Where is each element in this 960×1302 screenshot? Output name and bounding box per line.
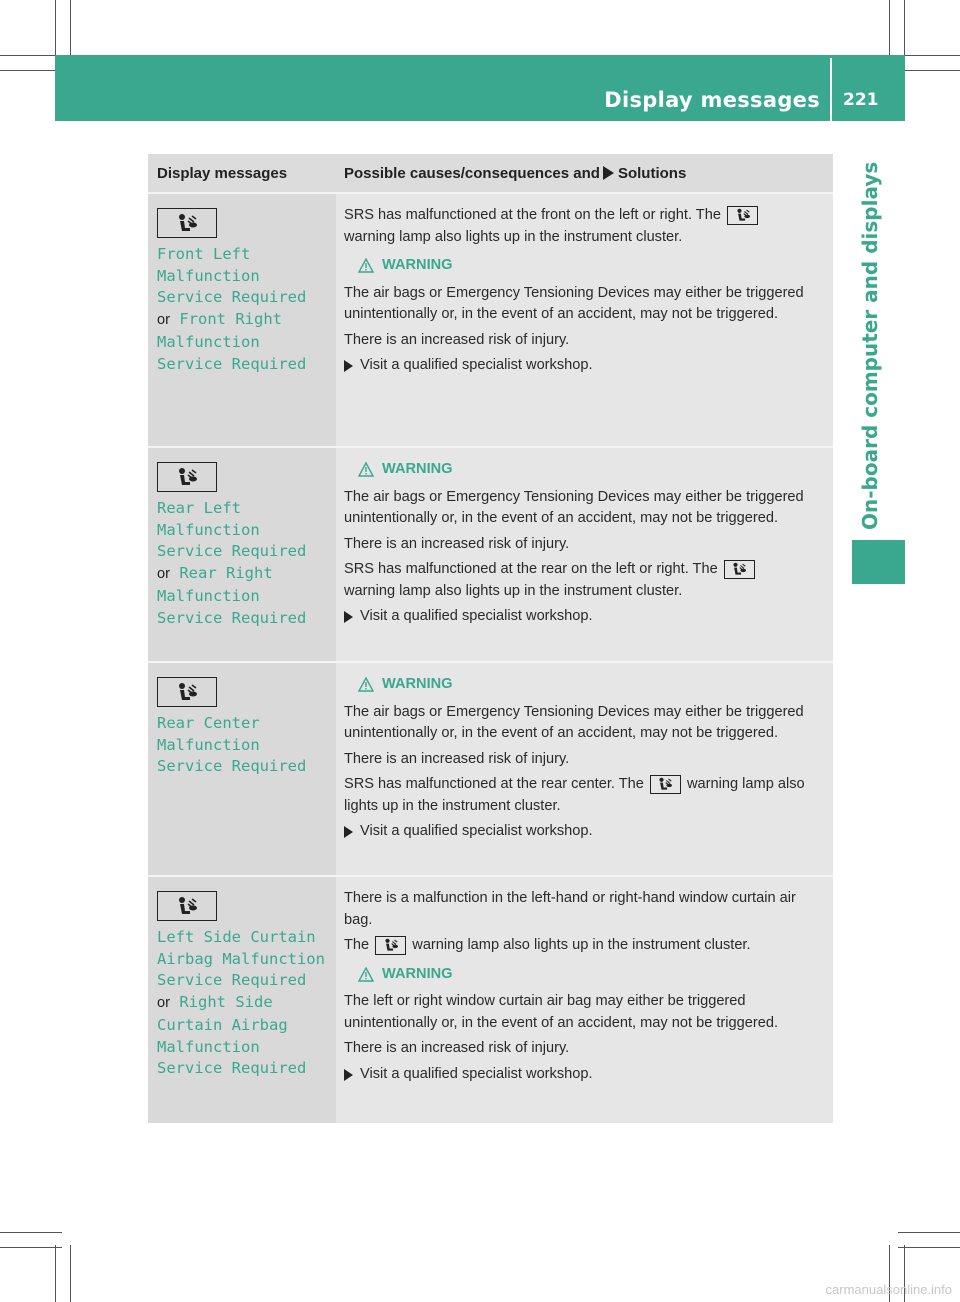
step-arrow-icon — [344, 1069, 353, 1081]
solution-step: Visit a qualified specialist workshop. — [344, 821, 827, 843]
solution-cell — [336, 194, 833, 446]
warning-triangle-icon — [358, 967, 374, 982]
solution-cell — [336, 448, 833, 661]
table-row — [148, 661, 833, 875]
crop-mark — [898, 1232, 960, 1233]
message-cell — [148, 194, 336, 446]
column-header-solutions-label: Solutions — [617, 165, 687, 182]
crop-mark — [70, 1245, 71, 1302]
display-messages-table — [148, 154, 833, 1123]
page-title: Display messages — [604, 88, 820, 112]
crop-mark — [0, 1247, 62, 1248]
display-message: Front Left Malfunction Service Required or Front Right Malfunction Service Required — [157, 245, 307, 373]
warning-text: The air bags or Emergency Tensioning Devices may either be triggered unintentionally or, in the event of an accident, may not be triggered. — [344, 284, 804, 322]
arrow-right-icon — [603, 166, 614, 180]
warning-text: The left or right window curtain air bag may either be triggered unintentionally or, in the event of an accident, may not be triggered. — [344, 993, 779, 1031]
solution-cell — [336, 663, 833, 875]
display-message: Rear Center Malfunction Service Required — [157, 714, 307, 776]
message-cell — [148, 448, 336, 661]
cause-text: SRS has malfunctioned at the rear center. The warning lamp also lights up in the instrument cluster. — [344, 776, 805, 814]
message-cell — [148, 877, 336, 1123]
cause-text: SRS has malfunctioned at the rear on the left or right. The warning lamp also lights up in the instrument cluster. — [344, 559, 827, 602]
airbag-warning-icon — [157, 677, 217, 707]
solution-step: Visit a qualified specialist workshop. — [344, 606, 827, 628]
warning-text: The air bags or Emergency Tensioning Devices may either be triggered unintentionally or, in the event of an accident, may not be triggered. — [344, 703, 804, 741]
risk-text: There is an increased risk of injury. — [344, 750, 570, 767]
display-message: Rear Left Malfunction Service Required or Rear Right Malfunction Service Required — [157, 499, 307, 627]
lamp-text: The warning lamp also lights up in the instrument cluster. — [344, 937, 751, 953]
solution-step: Visit a qualified specialist workshop. — [344, 355, 827, 377]
warning-triangle-icon — [358, 677, 374, 692]
display-message: Left Side Curtain Airbag Malfunction Service Required or Right Side Curtain Airbag Malfunction Service Required — [157, 928, 325, 1078]
section-side-label: On-board computer and displays — [858, 161, 882, 530]
table-row — [148, 446, 833, 661]
table-header-row — [148, 154, 833, 192]
crop-mark — [898, 55, 960, 56]
solution-cell — [336, 877, 833, 1123]
table-row — [148, 875, 833, 1123]
warning-heading: WARNING — [358, 964, 827, 986]
step-arrow-icon — [344, 611, 353, 623]
crop-mark — [0, 1232, 62, 1233]
crop-mark — [70, 0, 71, 62]
solution-step: Visit a qualified specialist workshop. — [344, 1064, 827, 1086]
airbag-warning-icon — [157, 891, 217, 921]
airbag-warning-icon — [650, 775, 681, 794]
warning-heading: WARNING — [358, 459, 827, 481]
warning-triangle-icon — [358, 462, 374, 477]
risk-text: There is an increased risk of injury. — [344, 1040, 570, 1056]
column-header-messages: Display messages — [157, 165, 288, 182]
step-arrow-icon — [344, 826, 353, 838]
column-header-causes: Possible causes/consequences and — [344, 165, 600, 182]
column-header-solutions — [344, 154, 686, 192]
airbag-warning-icon — [157, 208, 217, 238]
table-row — [148, 192, 833, 446]
section-tab-marker — [852, 540, 905, 584]
step-arrow-icon — [344, 360, 353, 372]
warning-text: The air bags or Emergency Tensioning Devices may either be triggered unintentionally or, in the event of an accident, may not be triggered. — [344, 488, 804, 526]
cause-text: There is a malfunction in the left-hand or right-hand window curtain air bag. — [344, 890, 796, 928]
risk-text: There is an increased risk of injury. — [344, 331, 570, 348]
page-number: 221 — [843, 90, 879, 110]
warning-heading: WARNING — [358, 255, 827, 277]
risk-text: There is an increased risk of injury. — [344, 535, 570, 552]
crop-mark — [0, 55, 62, 56]
airbag-warning-icon — [727, 206, 758, 225]
crop-mark — [55, 1245, 56, 1302]
message-cell — [148, 663, 336, 875]
airbag-warning-icon — [724, 560, 755, 579]
crop-mark — [898, 1247, 960, 1248]
crop-mark — [904, 0, 905, 62]
warning-heading: WARNING — [358, 674, 827, 696]
crop-mark — [0, 70, 62, 71]
footer-watermark: carmanualsonline.info — [825, 1282, 952, 1297]
crop-mark — [898, 70, 960, 71]
airbag-warning-icon — [157, 462, 217, 492]
cause-text: SRS has malfunctioned at the front on the left or right. The warning lamp also lights up in the instrument cluster. — [344, 205, 827, 248]
airbag-warning-icon — [375, 936, 406, 955]
header-divider — [830, 58, 832, 121]
crop-mark — [889, 0, 890, 62]
crop-mark — [55, 0, 56, 62]
warning-triangle-icon — [358, 258, 374, 273]
